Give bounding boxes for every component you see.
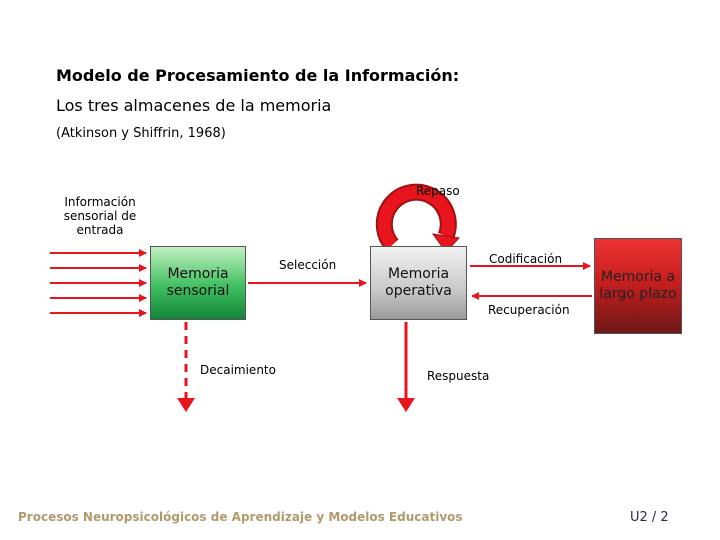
rehearsal-loop-arrow [384, 192, 459, 252]
slide-subtitle: Los tres almacenes de la memoria [56, 96, 332, 115]
response-arrowhead [397, 398, 415, 412]
selection-label: Selección [279, 258, 337, 272]
working-memory-label: Memoria operativa [385, 266, 452, 299]
footer-course-title: Procesos Neuropsicológicos de Aprendizaje y Modelos Educativos [18, 510, 463, 524]
slide-title: Modelo de Procesamiento de la Información: [56, 66, 460, 85]
long-term-memory-label: Memoria a largo plazo [599, 269, 677, 302]
working-memory-box [370, 246, 467, 320]
sensory-memory-label: Memoria sensorial [166, 266, 230, 299]
codification-label: Codificación [489, 252, 563, 266]
retrieval-label: Recuperación [488, 303, 570, 317]
decay-arrowhead [177, 398, 195, 412]
rehearsal-label: Repaso [416, 184, 460, 198]
long-term-memory-box [594, 238, 682, 334]
citation: (Atkinson y Shiffrin, 1968) [56, 126, 226, 141]
input-label: Información sensorial de entrada [63, 195, 137, 237]
sensory-memory-box [150, 246, 246, 320]
decay-label: Decaimiento [200, 363, 276, 377]
response-label: Respuesta [427, 369, 490, 383]
page-number: U2 / 2 [630, 510, 669, 525]
